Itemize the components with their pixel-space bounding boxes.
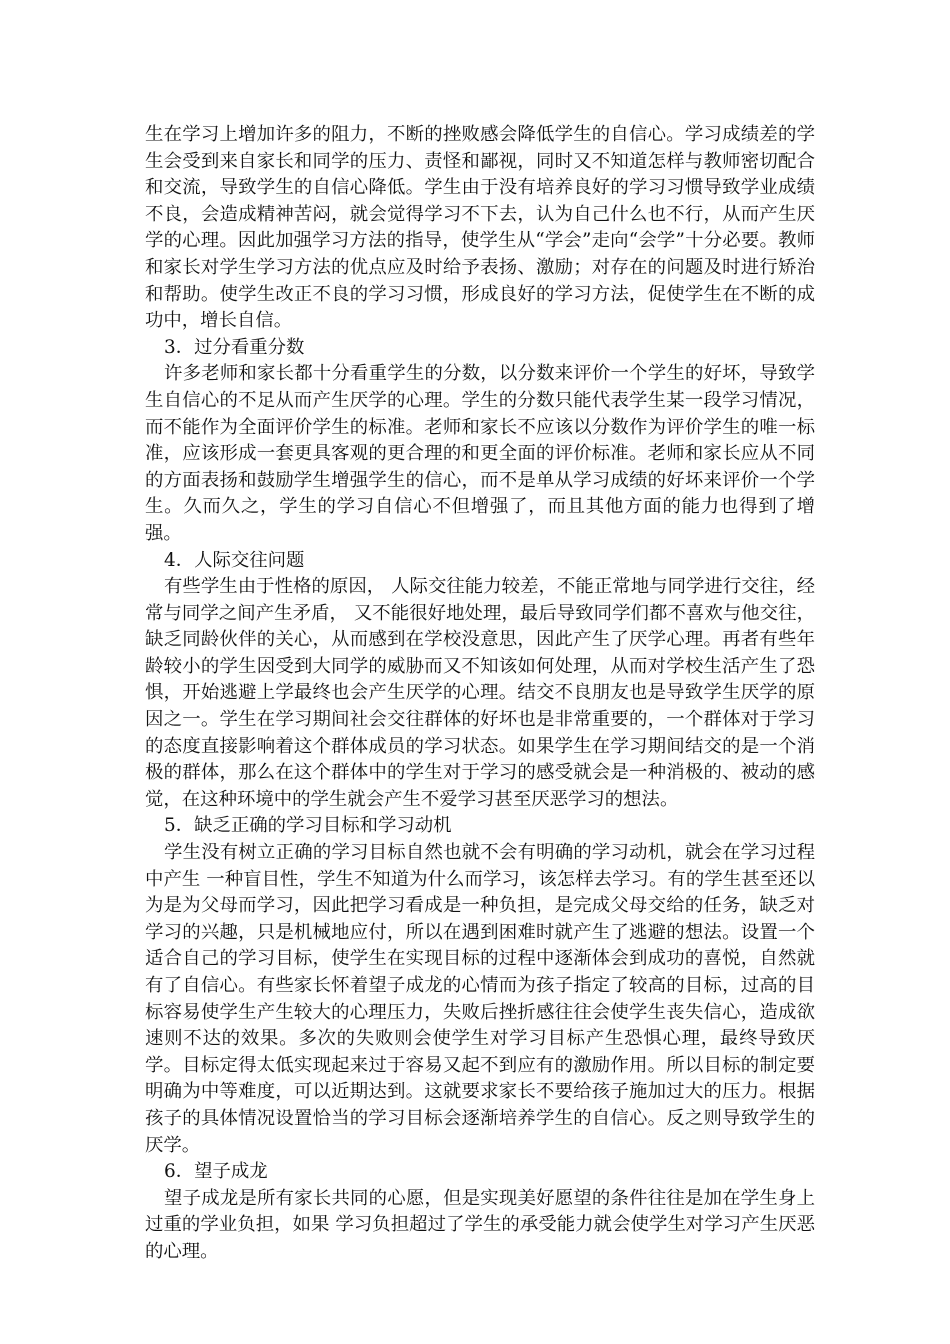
section-heading: 6．望子成龙 — [164, 1161, 268, 1183]
body-paragraph: 生在学习上增加许多的阻力，不断的挫败感会降低学生的自信心。学习成绩差的学生会受到来自家长和同学的压力、责怪和鄙视，同时又不知道怎样与教师密切配合和交流，导致学生的自信心降低。学生由于没有培养良好的学习习惯导致学业成绩不良，会造成精神苦闷，就会觉得学习不下去，认为自己什么也不行，从而产生厌学的心理。因此加强学习方法的指导，使学生从“学会”走向“会学”十分必要。教师和家长对学生学习方法的优点应及时给予表扬、激励；对存在的问题及时进行矫治和帮助。使学生改正不良的学习习惯，形成良好的学习方法，促使学生在不断的成功中，增长自信。 — [145, 124, 815, 332]
body-paragraph: 许多老师和家长都十分看重学生的分数，以分数来评价一个学生的好坏，导致学生自信心的不足从而产生厌学的心理。学生的分数只能代表学生某一段学习情况，而不能作为全面评价学生的标准。老师和家长不应该以分数作为评价学生的唯一标准，应该形成一套更具客观的更合理的和更全面的评价标准。老师和家长应从不同的方面表扬和鼓励学生增强学生的信心，而不是单从学习成绩的好坏来评价一个学生。久而久之，学生的学习自信心不但增强了，而且其他方面的能力也得到了增强。 — [145, 363, 815, 544]
body-paragraph: 学生没有树立正确的学习目标自然也就不会有明确的学习动机，就会在学习过程中产生 一种盲目性，学生不知道为什么而学习，该怎样去学习。有的学生甚至还以为是为父母而学习，因此把学习看成是一种负担，是完成父母交给的任务，缺乏对学习的兴趣，只是机械地应付，所以在遇到困难时就产生了逃避的想法。设置一个适合自己的学习目标，使学生在实现目标的过程中逐渐体会到成功的喜悦，自然就有了自信心。有些家长怀着望子成龙的心情而为孩子指定了较高的目标，过高的目标容易使学生产生较大的心理压力，失败后挫折感往往会使学生丧失信心，造成欲速则不达的效果。多次的失败则会使学生对学习目标产生恐惧心理，最终导致厌学。目标定得太低实现起来过于容易又起不到应有的激励作用。所以目标的制定要明确为中等难度，可以近期达到。这就要求家长不要给孩子施加过大的压力。根据孩子的具体情况设置恰当的学习目标会逐渐培养学生的自信心。反之则导致学生的厌学。 — [145, 842, 815, 1156]
section-heading: 4．人际交往问题 — [164, 549, 305, 571]
section-heading: 3．过分看重分数 — [164, 336, 305, 358]
document-body — [145, 122, 815, 1266]
body-paragraph: 有些学生由于性格的原因， 人际交往能力较差，不能正常地与同学进行交往，经常与同学之间产生矛盾， 又不能很好地处理，最后导致同学们都不喜欢与他交往，缺乏同龄伙伴的关心，从而感到在学校没意思，因此产生了厌学心理。再者有些年龄较小的学生因受到大同学的威胁而又不知该如何处理，从而对学校生活产生了恐惧，开始逃避上学最终也会产生厌学的心理。结交不良朋友也是导致学生厌学的原因之一。学生在学习期间社会交往群体的好坏也是非常重要的，一个群体对于学习的态度直接影响着这个群体成员的学习状态。如果学生在学习期间结交的是一个消极的群体，那么在这个群体中的学生对于学习的感受就会是一种消极的、被动的感觉，在这种环境中的学生就会产生不爱学习甚至厌恶学习的想法。 — [145, 576, 815, 810]
body-paragraph: 望子成龙是所有家长共同的心愿，但是实现美好愿望的条件往往是加在学生身上过重的学业负担，如果 学习负担超过了学生的承受能力就会使学生对学习产生厌恶的心理。 — [145, 1187, 815, 1262]
section-heading: 5．缺乏正确的学习目标和学习动机 — [164, 815, 452, 837]
